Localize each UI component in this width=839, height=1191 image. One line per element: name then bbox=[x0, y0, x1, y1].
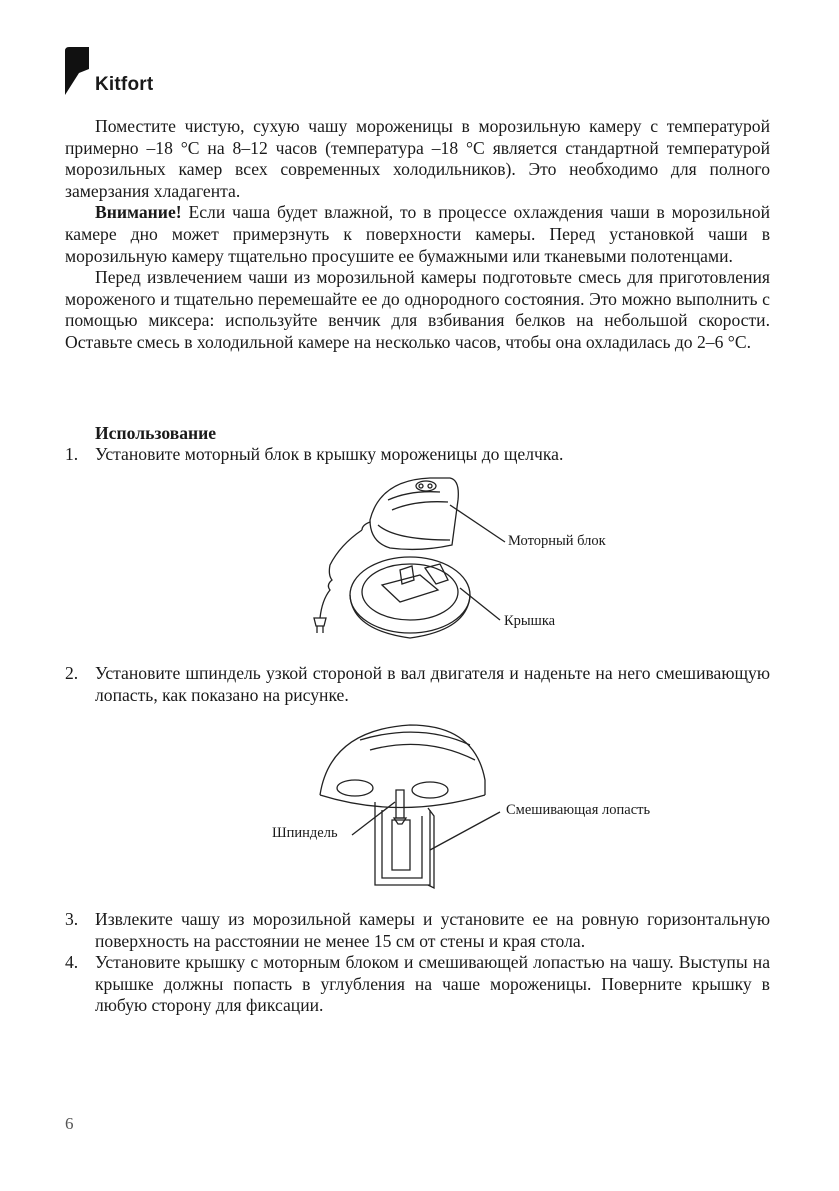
page-number: 6 bbox=[65, 1114, 74, 1133]
warning-label: Внимание! bbox=[95, 202, 182, 223]
power-cord-illustration bbox=[314, 530, 362, 633]
callout-line-spindle bbox=[352, 802, 395, 835]
step-text: Извлеките чашу из морозильной камеры и установите ее на ровную горизонтальную поверхность на расстоянии не менее 15 см от стены и края стола. bbox=[95, 909, 770, 951]
step-number: 4. bbox=[65, 952, 79, 972]
figure-spindle-paddle bbox=[300, 720, 520, 900]
intro-text bbox=[65, 116, 770, 354]
label-spindle: Шпиндель bbox=[272, 825, 338, 841]
section-heading: Использование bbox=[95, 423, 217, 443]
step-text: Установите шпиндель узкой стороной в вал двигателя и наденьте на него смешивающую лопасть, как показано на рисунке. bbox=[95, 663, 770, 705]
label-lid: Крышка bbox=[504, 613, 556, 629]
step-number: 3. bbox=[65, 909, 79, 929]
brand-logo bbox=[65, 47, 185, 99]
label-mixing-paddle: Смешивающая лопасть bbox=[506, 802, 651, 818]
brand-name: Kitfort bbox=[95, 74, 154, 95]
lid-illustration bbox=[350, 557, 470, 638]
intro-paragraph-3: Перед извлечением чаши из морозильной камеры подготовьте смесь для приготовления мороженого и тщательно перемешайте ее до однородного состояния. Это можно выполнить с помощью миксера: используйте венчик для взбивания белков на небольшой скорости. Оставьте смесь в холодильной камере на несколько часов, чтобы она охладилась до 2–6 °C. bbox=[65, 267, 770, 352]
figure-motor-lid bbox=[300, 470, 640, 650]
step-number: 1. bbox=[65, 444, 79, 464]
motor-block-illustration bbox=[362, 478, 458, 549]
step-text: Установите моторный блок в крышку мороженицы до щелчка. bbox=[95, 444, 564, 464]
kitfort-logo-icon bbox=[65, 47, 95, 95]
intro-paragraph-1: Поместите чистую, сухую чашу мороженицы в морозильную камеру с температурой примерно –18 °C на 8–12 часов (температура –18 °C является стандартной температурой морозильных камер всех современных холодильников). Это необходимо для полного замерзания хладагента. bbox=[65, 116, 770, 201]
list-item-step-2 bbox=[65, 663, 770, 706]
label-motor-block: Моторный блок bbox=[508, 533, 606, 549]
list-item-step-3 bbox=[65, 909, 770, 952]
callout-line-lid bbox=[460, 588, 500, 620]
step-number: 2. bbox=[65, 663, 79, 683]
callout-line-paddle bbox=[430, 812, 500, 850]
list-item-step-1 bbox=[65, 444, 770, 466]
warning-text: Если чаша будет влажной, то в процессе охлаждения чаши в морозильной камере дно может примерзнуть к поверхности камеры. Перед установкой чаши в морозильную камеру тщательно просушите ее бумажными или тканевыми полотенцами. bbox=[65, 202, 770, 266]
list-item-step-4 bbox=[65, 952, 770, 1017]
intro-paragraph-2 bbox=[65, 202, 770, 267]
callout-line-motor bbox=[450, 505, 505, 542]
lid-with-motor-illustration bbox=[320, 725, 485, 808]
step-text: Установите крышку с моторным блоком и смешивающей лопастью на чашу. Выступы на крышке должны попасть в углубления на чаше мороженицы. Поверните крышку в любую сторону для фиксации. bbox=[95, 952, 770, 1016]
